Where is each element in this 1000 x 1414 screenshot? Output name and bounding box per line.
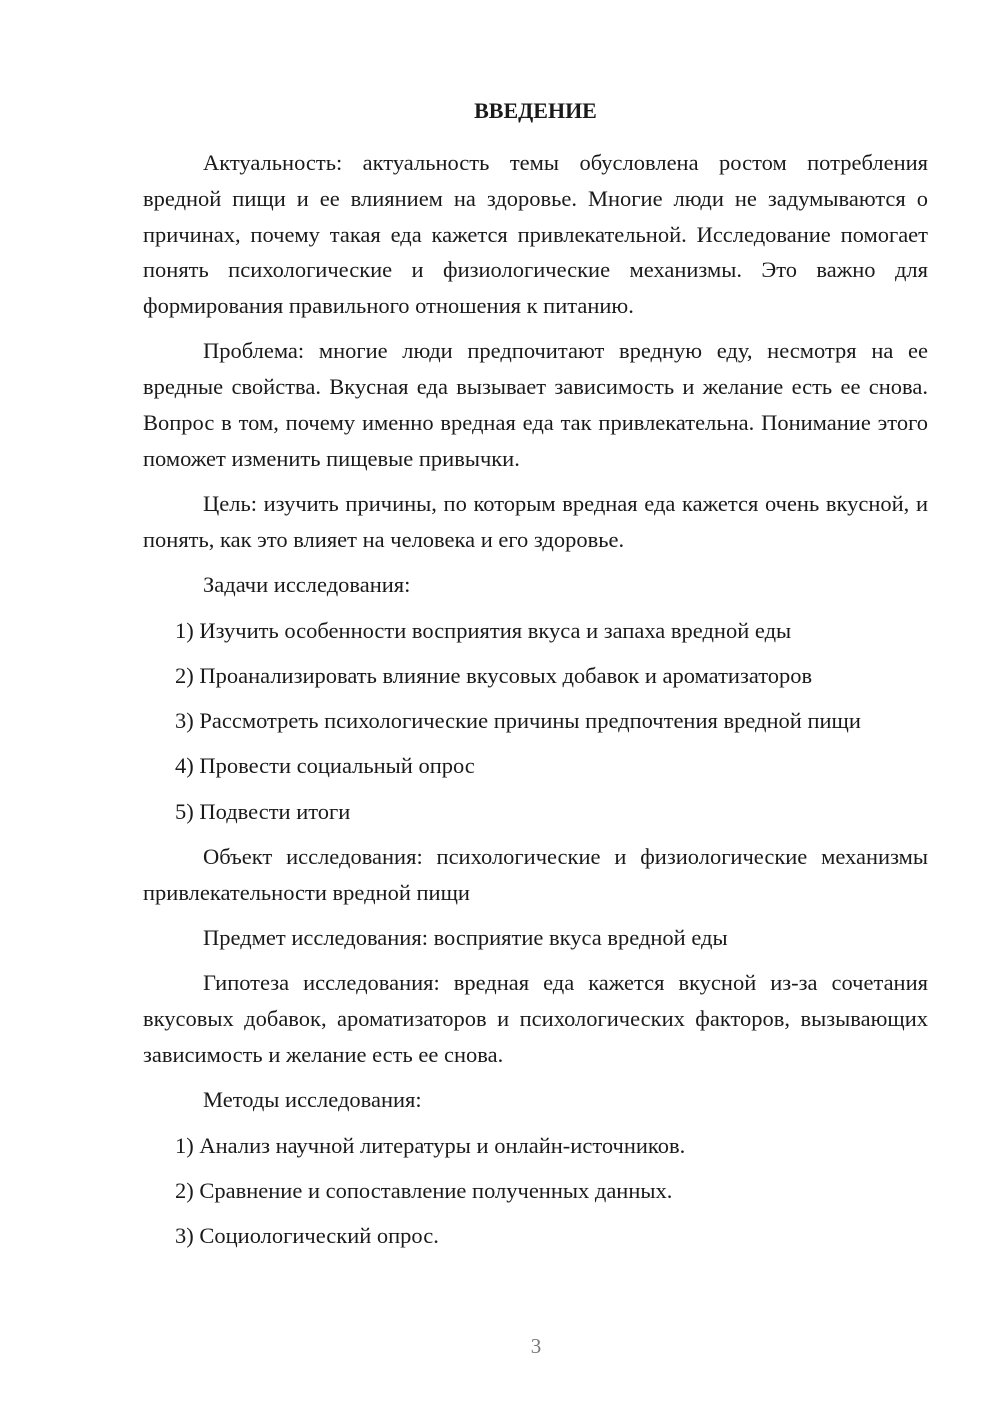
page-number: 3 — [530, 1334, 542, 1358]
page-content — [143, 96, 928, 1264]
section-title: ВВЕДЕНИЕ — [474, 98, 597, 123]
goal-paragraph: Цель: изучить причины, по которым вредная еда кажется очень вкусной, и понять, как это влияет на человека и его здоровье. — [143, 491, 928, 552]
relevance-paragraph: Актуальность: актуальность темы обусловлена ростом потребления вредной пищи и ее влиянием на здоровье. Многие люди не задумываются о причинах, почему такая еда кажется привлекательной. Исследование помогает понять психологические и физиологические механизмы. Это важно для формирования правильного отношения к питанию. — [143, 150, 928, 319]
tasks-heading: Задачи исследования: — [203, 572, 411, 598]
task-item-5: 5) Подвести итоги — [175, 798, 351, 824]
methods-heading: Методы исследования: — [203, 1087, 422, 1113]
task-item-4: 4) Провести социальный опрос — [175, 753, 475, 779]
subject-paragraph: Предмет исследования: восприятие вкуса вредной еды — [203, 925, 728, 951]
problem-paragraph: Проблема: многие люди предпочитают вредную еду, несмотря на ее вредные свойства. Вкусная еда вызывает зависимость и желание есть ее снова. Вопрос в том, почему именно вредная еда так привлекательна. Понимание этого поможет изменить пищевые привычки. — [143, 338, 928, 471]
task-item-2: 2) Проанализировать влияние вкусовых добавок и ароматизаторов — [175, 662, 813, 688]
method-item-1: 1) Анализ научной литературы и онлайн-источников. — [175, 1132, 686, 1158]
method-item-2: 2) Сравнение и сопоставление полученных данных. — [175, 1177, 673, 1203]
hypothesis-paragraph: Гипотеза исследования: вредная еда кажется вкусной из-за сочетания вкусовых добавок, ароматизаторов и психологических факторов, вызывающих зависимость и желание есть ее снова. — [143, 970, 928, 1068]
object-paragraph: Объект исследования: психологические и физиологические механизмы привлекательности вредной пищи — [143, 844, 928, 905]
task-item-3: 3) Рассмотреть психологические причины предпочтения вредной пищи — [175, 708, 861, 734]
method-item-3: 3) Социологический опрос. — [175, 1223, 439, 1249]
task-item-1: 1) Изучить особенности восприятия вкуса и запаха вредной еды — [175, 617, 792, 643]
